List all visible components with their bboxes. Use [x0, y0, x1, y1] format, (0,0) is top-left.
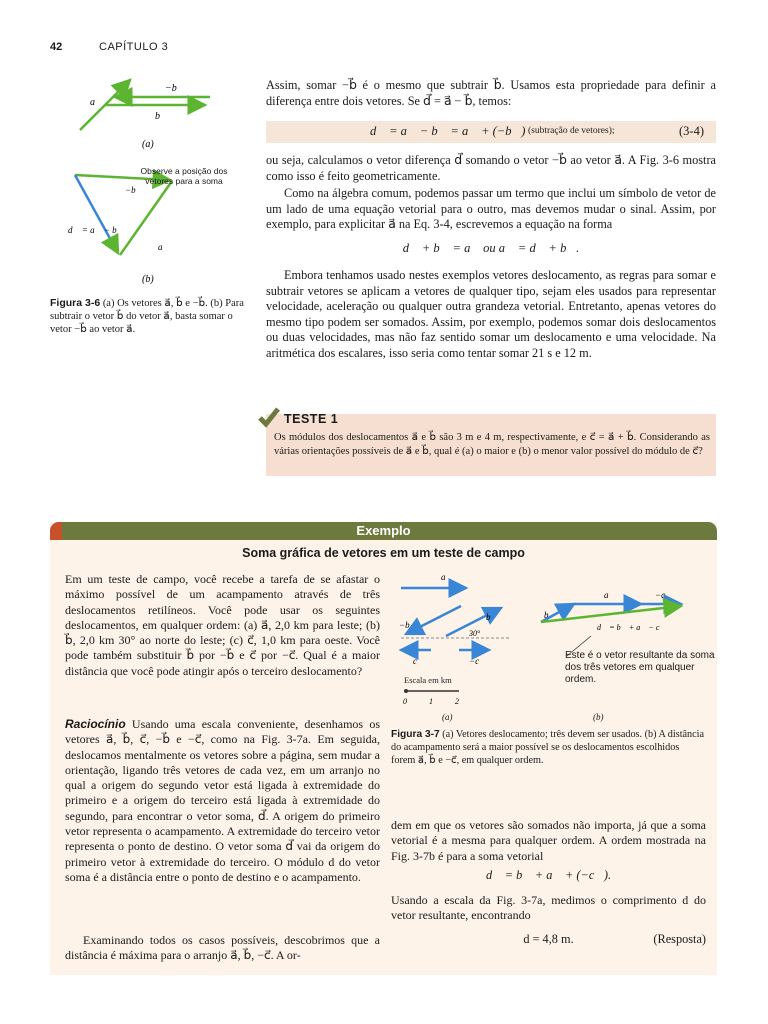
fig37-b-label: b⃗	[486, 612, 498, 622]
teste-title: TESTE 1	[284, 412, 339, 426]
fig37-caption-label: Figura 3-7	[391, 729, 440, 740]
fig37-part-b: (b)	[593, 712, 604, 722]
paragraph-4: Embora tenhamos usado nestes exemplos vetores deslocamento, as regras para somar e subtrair vetores se aplicam a vetores de qualquer tipo, sejam eles usados para representar velocidade, aceleração ou qualquer outra grandeza vetorial. Entretanto, apenas vetores do mesmo tipo podem ser somados. Assim, por exemplo, podemos somar dois deslocamentos ou duas velocidades, mas não faz sentido somar um deslocamento e uma velocidade. Na aritmética dos escalares, isso seria como tentar somar 21 s e 12 m.	[266, 268, 716, 360]
equation-3-4-note: (subtração de vetores);	[528, 126, 615, 136]
equation-middle: d⃗ + b⃗ = a⃗ ou a⃗ = d⃗ + b⃗.	[402, 241, 580, 255]
fig37-part-a: (a)	[442, 712, 453, 722]
fig36-part-a: (a)	[142, 139, 154, 150]
paragraph-1: Assim, somar −b⃗ é o mesmo que subtrair b⃗. Usamos esta propriedade para definir a diferença entre dois vetores. Se d⃗ = a⃗ − b⃗, temos:	[266, 78, 716, 108]
page-number: 42	[50, 41, 63, 53]
fig36-label-a-vec: a⃗	[90, 97, 103, 108]
exemplo-title: Exemplo	[356, 523, 411, 538]
fig36-caption-label: Figura 3-6	[50, 297, 101, 309]
vector-d-arrow	[75, 175, 118, 253]
teste-body: Os módulos dos deslocamentos a⃗ e b⃗ são 3 m e 4 m, respectivamente, e c⃗ = a⃗ + b⃗. Considerando as várias orientações possíveis de a⃗ e b⃗, qual é (a) o maior e (b) o menor valor possível do módulo de c⃗?	[274, 432, 710, 457]
fig37-mb-label: −b⃗	[399, 620, 417, 630]
raciocinio-text: Usando uma escala conveniente, desenhamos os vetores a⃗, b⃗, c⃗, −b⃗ e −c⃗, como na Fig. 3-7a. Em seguida, deslocamos mentalmente os vetores sobre a página, sem mudar a orientação, ligando três vetores de cada vez, em um arranjo no qual a origem do segundo vetor está ligada à extremidade do primeiro e a origem do terceiro está ligada à extremidade do segundo, para encontrar o vetor soma, d⃗. A origem do primeiro vetor representa o acampamento. A extremidade do terceiro vetor representa o ponto de destino. O vetor soma d⃗ vai da origem do primeiro vetor à extremidade do terceiro. O módulo d do vetor soma é a distância entre o ponto de destino e o acampamento.	[65, 717, 380, 884]
fig37-angle-label: 30°	[469, 629, 481, 638]
fig37-note: Este é o vetor resultante da soma dos três vetores em qualquer ordem.	[565, 650, 715, 685]
chapter-title: CAPÍTULO 3	[99, 41, 169, 53]
exemplo-right-p1: dem em que os vetores são somados não importa, já que a soma vetorial é a mesma para qualquer ordem. A ordem mostrada na Fig. 3-7b é para a soma vetorial	[391, 818, 706, 863]
paragraph-2: ou seja, calculamos o vetor diferença d⃗ somando o vetor −b⃗ ao vetor a⃗. A Fig. 3-6 mostra como isso é feito geometricamente.	[266, 153, 716, 183]
fig37-caption-text: (a) Vetores deslocamento; três devem ser usados. (b) A distância do acampamento será a maior possível se os deslocamentos escolhidos forem a⃗, b⃗ e −c⃗, em qualquer ordem.	[391, 729, 705, 766]
raciocinio-label: Raciocínio	[65, 717, 126, 731]
fig36-caption-text: (a) Os vetores a⃗, b⃗ e −b⃗. (b) Para subtrair o vetor b⃗ do vetor a⃗, basta somar o vetor −b⃗ ao vetor a⃗.	[50, 298, 244, 335]
fig37b-b-label: b⃗	[544, 610, 556, 620]
fig37-scale-dot	[404, 689, 408, 693]
fig37-scale-0: 0	[403, 697, 407, 706]
exemplo-right-p2: Usando a escala da Fig. 3-7a, medimos o comprimento d do vetor resultante, encontrando	[391, 893, 706, 923]
figure-3-7	[391, 566, 716, 726]
fig36-label-b-vec: b⃗	[155, 111, 168, 122]
fig36-mb-label: −b⃗	[125, 185, 143, 195]
exemplo-right-eq2-tag: (Resposta)	[653, 932, 706, 946]
fig36-note: Observe a posição dos vetores para a soma	[140, 166, 228, 186]
fig37-a-label: a⃗	[441, 572, 453, 582]
checkmark-icon	[258, 406, 280, 428]
fig37b-sum-label: d⃗ = b⃗ + a⃗ − c⃗	[597, 623, 666, 632]
equation-3-4: d⃗ = a⃗ − b⃗ = a⃗ + (−b⃗)	[370, 124, 526, 138]
fig37-c-label: c⃗	[413, 656, 424, 666]
fig37-scale-title: Escala em km	[404, 675, 452, 685]
fig36-part-b: (b)	[142, 274, 154, 285]
fig37b-mc-label: −c⃗	[655, 590, 673, 600]
fig37-scale-2: 2	[455, 697, 459, 706]
exemplo-right-eq2: d = 4,8 m.	[523, 932, 574, 946]
fig37-mc-label: −c⃗	[469, 656, 487, 666]
exemplo-raciocinio	[65, 717, 380, 885]
fig37-scale-1: 1	[429, 697, 433, 706]
fig36-d-label: d⃗ = a⃗ − b⃗	[68, 225, 124, 235]
paragraph-3: Como na álgebra comum, podemos passar um termo que inclui um símbolo de vetor de um lado de uma equação vetorial para o outro, mas devemos mudar o sinal. Assim, por exemplo, para explicitar a⃗ na Eq. 3-4, escrevemos a equação na forma	[266, 186, 716, 232]
exemplo-problem: Em um teste de campo, você recebe a tarefa de se afastar o máximo possível de um acampamento através de três deslocamentos retilíneos. Você pode usar os seguintes deslocamentos, em qualquer ordem: (a) a⃗, 2,0 km para leste; (b) b⃗, 2,0 km 30° ao norte do leste; (c) c⃗, 1,0 km para oeste. Você pode também substituir b⃗ por −b⃗ e c⃗ por −c⃗. Qual é a maior distância que você pode atingir após o terceiro deslocamento?	[65, 572, 380, 678]
exemplo-subtitle: Soma gráfica de vetores em um teste de campo	[242, 546, 525, 560]
fig37b-a-label: a⃗	[604, 590, 616, 600]
fig36-a-label: a⃗	[158, 242, 170, 252]
exemplo-conclusion: Examinando todos os casos possíveis, descobrimos que a distância é máxima para o arranjo a⃗, b⃗, −c⃗. A or-	[65, 933, 380, 963]
fig36-label-mb-vec: −b⃗	[165, 83, 185, 94]
equation-3-4-box	[266, 121, 716, 143]
fig37-caption	[391, 728, 706, 767]
fig37b-vector-d	[541, 606, 681, 622]
fig36-caption	[50, 297, 255, 336]
equation-3-4-number: (3-4)	[679, 124, 704, 138]
exemplo-right-eq1: d⃗ = b⃗ + a⃗ + (−c⃗).	[485, 868, 612, 882]
